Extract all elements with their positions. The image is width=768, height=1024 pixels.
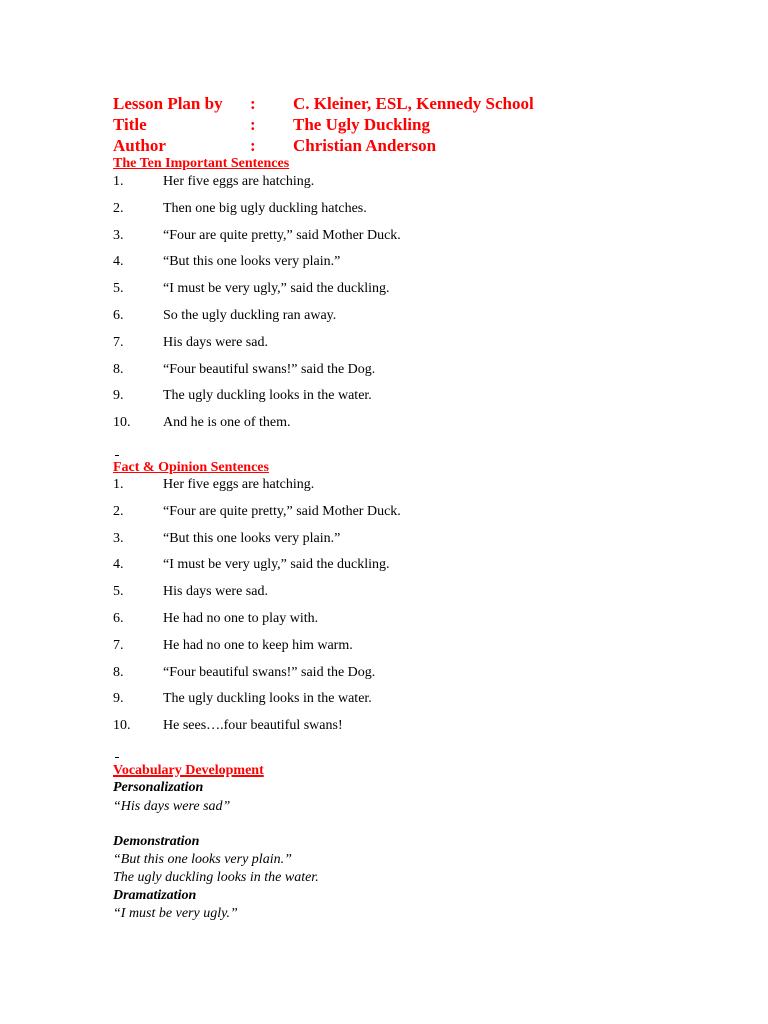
list-item-text: Then one big ugly duckling hatches. — [163, 200, 367, 216]
vocab-example-line: “I must be very ugly.” — [113, 906, 238, 921]
list-item-text: “I must be very ugly,” said the duckling. — [163, 281, 390, 297]
list-item — [113, 334, 533, 352]
list-item-text: He had no one to play with. — [163, 611, 319, 626]
list-item-number: 6. — [113, 611, 124, 626]
list-item — [113, 530, 533, 548]
list-item — [113, 227, 533, 245]
list-item-text: Her five eggs are hatching. — [163, 174, 315, 189]
header-value: The Ugly Duckling — [293, 115, 430, 134]
list-item-text: “But this one looks very plain.” — [163, 254, 341, 270]
header-separator: : — [250, 115, 256, 134]
header-separator: : — [250, 136, 256, 155]
list-item-number: 9. — [113, 388, 124, 404]
list-item-number: 10. — [113, 718, 131, 734]
list-item-text: “Four beautiful swans!” said the Dog. — [163, 361, 376, 377]
list-item — [113, 307, 533, 325]
list-item — [113, 476, 533, 494]
vocab-example-line: The ugly duckling looks in the water. — [113, 870, 319, 885]
list-item — [113, 717, 533, 735]
header-label: Author — [113, 136, 166, 155]
list-item — [113, 173, 533, 191]
list-item-number: 5. — [113, 281, 124, 297]
list-item-number: 4. — [113, 254, 124, 270]
list-item-text: “But this one looks very plain.” — [163, 530, 341, 546]
list-item-text: The ugly duckling looks in the water. — [163, 388, 372, 404]
fact-opinion-list — [113, 476, 533, 736]
vocab-example-line: “His days were sad” — [113, 799, 231, 814]
list-item-number: 7. — [113, 637, 124, 653]
list-item-number: 2. — [113, 503, 124, 519]
list-item-text: And he is one of them. — [163, 415, 291, 431]
list-item — [113, 690, 533, 708]
header-label: Lesson Plan by — [113, 94, 223, 113]
list-item-text: Her five eggs are hatching. — [163, 477, 315, 492]
vocab-section-title: Personalization — [113, 780, 204, 795]
list-item-number: 9. — [113, 691, 124, 707]
list-item — [113, 361, 533, 379]
list-item — [113, 253, 533, 271]
list-item — [113, 503, 533, 521]
header-value: Christian Anderson — [293, 136, 437, 155]
list-item-number: 10. — [113, 415, 131, 431]
list-item — [113, 637, 533, 655]
vocab-section-title: Demonstration — [113, 834, 200, 849]
list-item — [113, 200, 533, 218]
list-item — [113, 556, 533, 574]
list-item-number: 1. — [113, 477, 124, 492]
list-item-number: 1. — [113, 174, 124, 189]
list-item-text: He sees….four beautiful swans! — [163, 718, 343, 734]
list-item-number: 4. — [113, 557, 124, 573]
vocab-section-title: Dramatization — [113, 888, 197, 903]
list-item-text: So the ugly duckling ran away. — [163, 308, 337, 323]
list-item-text: His days were sad. — [163, 584, 268, 600]
header-row-author — [113, 135, 633, 156]
header-row-title — [113, 114, 633, 135]
stray-mark — [115, 455, 119, 456]
list-item — [113, 387, 533, 405]
list-item-number: 8. — [113, 664, 124, 680]
list-item-text: “Four are quite pretty,” said Mother Duck. — [163, 227, 401, 243]
list-item-number: 3. — [113, 530, 124, 546]
header-value: C. Kleiner, ESL, Kennedy School — [293, 94, 534, 113]
list-item — [113, 610, 533, 628]
list-item-number: 3. — [113, 227, 124, 243]
list-item-number: 2. — [113, 200, 124, 216]
header-row-lesson-plan-by — [113, 93, 633, 114]
list-item — [113, 664, 533, 682]
list-item — [113, 583, 533, 601]
header-label: Title — [113, 115, 147, 134]
list-item — [113, 280, 533, 298]
stray-mark — [115, 757, 119, 758]
list-item — [113, 414, 533, 432]
list-item-number: 5. — [113, 584, 124, 600]
vocabulary-heading: Vocabulary Development — [113, 763, 264, 778]
list-item-number: 8. — [113, 361, 124, 377]
list-item-number: 6. — [113, 308, 124, 323]
vocab-example-line: “But this one looks very plain.” — [113, 852, 292, 867]
list-item-text: He had no one to keep him warm. — [163, 637, 353, 653]
list-item-text: “Four beautiful swans!” said the Dog. — [163, 664, 376, 680]
list-item-text: “Four are quite pretty,” said Mother Duck. — [163, 503, 401, 519]
ten-sentences-list — [113, 173, 533, 433]
fact-opinion-heading: Fact & Opinion Sentences — [113, 460, 269, 475]
list-item-text: The ugly duckling looks in the water. — [163, 691, 372, 707]
list-item-text: “I must be very ugly,” said the duckling. — [163, 557, 390, 573]
header-separator: : — [250, 94, 256, 113]
list-item-number: 7. — [113, 334, 124, 350]
list-item-text: His days were sad. — [163, 334, 268, 350]
ten-sentences-heading: The Ten Important Sentences — [113, 156, 290, 171]
